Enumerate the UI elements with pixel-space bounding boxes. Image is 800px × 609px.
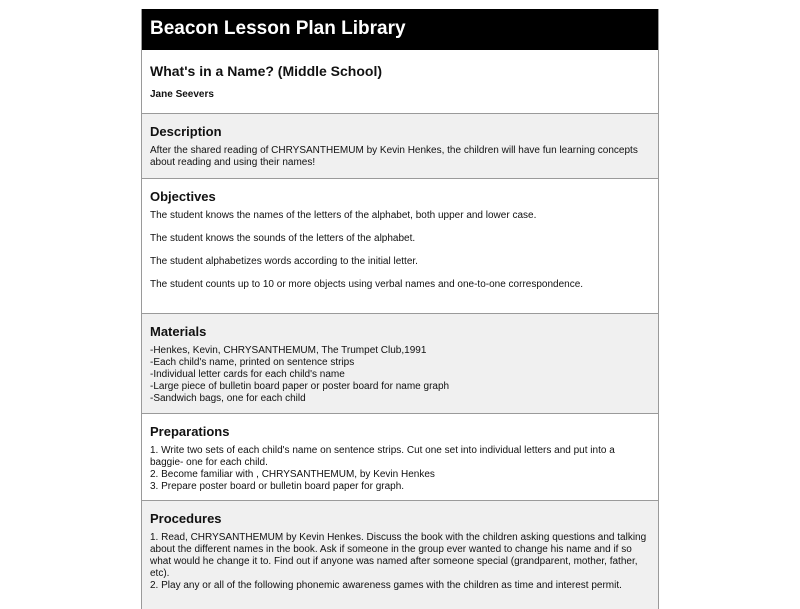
description-section bbox=[142, 114, 658, 179]
lesson-title: What's in a Name? (Middle School) bbox=[150, 63, 383, 79]
lesson-author: Jane Seevers bbox=[150, 89, 214, 100]
preparation-item: 1. Write two sets of each child's name on sentence strips. Cut one set into individual letters and put into a baggie- one for each child. bbox=[150, 445, 615, 468]
lesson-title-block bbox=[142, 50, 658, 114]
preparations-heading: Preparations bbox=[150, 424, 230, 439]
preparations-section bbox=[142, 414, 658, 501]
material-item: -Each child's name, printed on sentence strips bbox=[150, 357, 355, 368]
preparation-item: 2. Become familiar with , CHRYSANTHEMUM, by Kevin Henkes bbox=[150, 469, 435, 480]
description-heading: Description bbox=[150, 124, 222, 139]
material-item: -Sandwich bags, one for each child bbox=[150, 393, 306, 404]
objectives-section bbox=[142, 179, 658, 314]
materials-section bbox=[142, 314, 658, 414]
preparation-item: 3. Prepare poster board or bulletin board paper for graph. bbox=[150, 481, 405, 492]
material-item: -Individual letter cards for each child's name bbox=[150, 369, 345, 380]
objective-item: The student knows the sounds of the letters of the alphabet. bbox=[150, 233, 416, 244]
procedures-heading: Procedures bbox=[150, 511, 222, 526]
procedures-section bbox=[142, 501, 658, 609]
objective-item: The student counts up to 10 or more objects using verbal names and one-to-one correspondence. bbox=[150, 279, 584, 290]
description-text: After the shared reading of CHRYSANTHEMUM by Kevin Henkes, the children will have fun learning concepts about reading and using their names! bbox=[150, 145, 638, 168]
site-banner bbox=[142, 9, 658, 50]
objective-item: The student alphabetizes words according to the initial letter. bbox=[150, 256, 418, 267]
objectives-heading: Objectives bbox=[150, 189, 216, 204]
lesson-page bbox=[141, 9, 659, 609]
material-item: -Henkes, Kevin, CHRYSANTHEMUM, The Trumpet Club,1991 bbox=[150, 345, 427, 356]
objective-item: The student knows the names of the letters of the alphabet, both upper and lower case. bbox=[150, 210, 537, 221]
materials-heading: Materials bbox=[150, 324, 207, 339]
material-item: -Large piece of bulletin board paper or poster board for name graph bbox=[150, 381, 450, 392]
procedure-item: 1. Read, CHRYSANTHEMUM by Kevin Henkes. Discuss the book with the children asking questions and talking about the different names in the book. Ask if someone in the group ever wanted to change his name and if so what would he change it to. Find out if anyone was named after someone special (grandparent, mother, father, etc). bbox=[150, 532, 647, 579]
procedure-item: 2. Play any or all of the following phonemic awareness games with the children as time and interest permit. bbox=[150, 580, 622, 591]
site-title[interactable]: Beacon Lesson Plan Library bbox=[150, 18, 406, 39]
